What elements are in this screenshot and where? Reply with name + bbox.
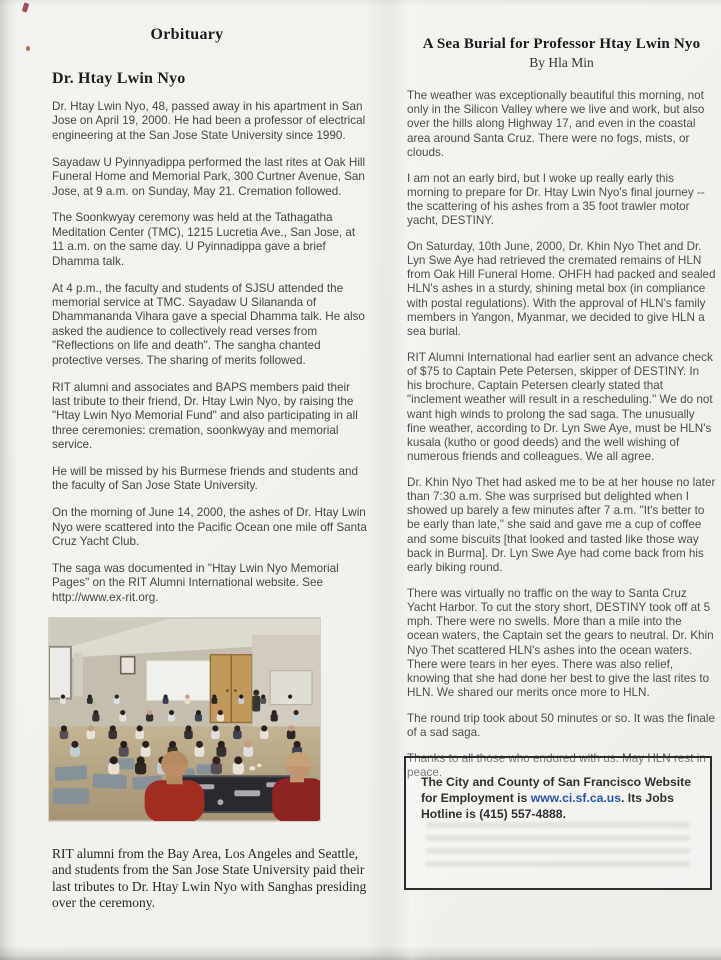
obituary-paragraph: At 4 p.m., the faculty and students of SJSU attended the memorial service at TMC. Sayadaw U Silananda of Dhammananda Vihara gave a special Dhamma talk. He also asked the audience to collectively read verses from "Reflections on life and death". The sangha chanted protective verses. The sharing of merits followed. — [52, 281, 365, 367]
sea-burial-paragraph: RIT Alumni International had earlier sent an advance check of $75 to Captain Pete Petersen, skipper of DESTINY. In his brochure, Captain Petersen clearly stated that "inclement weather will result in a rescheduling." We do not want high winds to prolong the sad saga. The unusually fine weather, according to Dr. Lyn Swe Aye, must be HLN's kusala (kutho or good deeds) and the well wishing of numerous friends and colleagues. We all agree. — [407, 350, 713, 464]
sea-burial-paragraph: Dr. Khin Nyo Thet had asked me to be at her house no later than 7:30 a.m. She was surprised but delighted when I showed up barely a few minutes after 7 a.m. "It's better to be early than late," she said and gave me a cup of coffee and some biscuits [that looked and tasted like those way back in Burma]. Dr. Lyn Swe Aye had come back from his early biking round. — [407, 475, 716, 575]
obituary-paragraph: The saga was documented in "Htay Lwin Nyo Memorial Pages" on the RIT Alumni International website. See http://www.ex-rit.org. — [52, 562, 339, 604]
pen-mark-icon — [22, 2, 30, 12]
memorial-photo — [49, 618, 320, 821]
obituary-paragraph: Dr. Htay Lwin Nyo, 48, passed away in his apartment in San Jose on April 19, 2000. He had been a professor of electrical engineering at the San Jose State University since 1990. — [52, 100, 366, 142]
sea-burial-paragraph: The round trip took about 50 minutes or so. It was the finale of a sad saga. — [407, 711, 715, 740]
byline: By Hla Min — [529, 55, 594, 70]
obituary-paragraph: On the morning of June 14, 2000, the ashes of Dr. Htay Lwin Nyo were scattered into the Pacific Ocean one mile off Santa Cruz Yacht Club. — [52, 506, 367, 549]
sea-burial-title: A Sea Burial for Professor Htay Lwin Nyo — [422, 36, 701, 52]
sea-burial-paragraph: On Saturday, 10th June, 2000, Dr. Khin Nyo Thet and Dr. Lyn Swe Aye had retrieved the cremated remains of HLN from Oak Hill Funeral Home. OHFH had packed and sealed HLN's ashes in a sturdy, shining metal box (in compliance with postal regulations). With the approval of HLN's family members in Yangon, Myanmar, we decided to give HLN a sea burial. — [407, 239, 716, 339]
obituary-paragraph: He will be missed by his Burmese friends and students and the faculty of San Jose State University. — [52, 465, 358, 493]
pen-dot-icon — [26, 46, 30, 51]
section-title: Orbituary — [150, 26, 224, 43]
photo-caption: RIT alumni from the Bay Area, Los Angeles and Seattle, and students from the San Jose State University paid their last tributes to Dr. Htay Lwin Nyo with Sanghas presiding over the ceremony. — [52, 845, 367, 911]
obituary-paragraph: The Soonkwyay ceremony was held at the Tathagatha Meditation Center (TMC), 1215 Lucretia Ave., San Jose, at 11 a.m. on the same day. U Pyinnadippa gave a brief Dhamma talk. — [52, 211, 356, 268]
sea-burial-paragraph: I am not an early bird, but I woke up really early this morning to prepare for Dr. Htay Lwin Nyo's final journey -- the scattering of his ashes from a 35 foot trawler motor yacht, DESTINY. — [407, 171, 705, 228]
obituary-paragraph: Sayadaw U Pyinnyadippa performed the last rites at Oak Hill Funeral Home and Memorial Park, 300 Curtner Avenue, San Jose, at 9 a.m. on Sunday, May 21. Cremation followed. — [52, 155, 366, 198]
notice-text-before: The City and County of San Francisco Website for Employment is — [421, 775, 691, 805]
sea-burial-paragraph: The weather was exceptionally beautiful this morning, not only in the Silicon Valley where we live and work, but also over the hills along Highway 17, and even in the coastal area around Santa Cruz. There were no fogs, mists, or clouds. — [407, 89, 705, 159]
sea-burial-paragraph: Thanks to all those who endured with us. May HLN rest in peace. — [407, 751, 706, 780]
notice-text-after: . Its Jobs Hotline is (415) 557-4888. — [421, 790, 674, 821]
left-column — [52, 26, 368, 912]
jobs-notice-box — [404, 756, 712, 890]
obituary-paragraph: RIT alumni and associates and BAPS members paid their last tribute to their friend, Dr. Htay Lwin Nyo, by raising the "Htay Lwin Nyo Memorial Fund" and also participating in all three ceremonies: cremation, soonkwyay and memorial service. — [52, 380, 358, 452]
sea-burial-paragraph: There was virtually no traffic on the way to Santa Cruz Yacht Harbor. To cut the story short, DESTINY took off at 5 mph. There were no swells. More than a mile into the ocean waters, the Captain set the gears to neutral. Dr. Khin Nyo Thet scattered HLN's ashes into the ocean waters. There were tears in her eyes. There was also relief, knowing that she had done her best to give the last rites to HLN. We shared our merits once more to HLN. — [407, 586, 714, 700]
paper-bleed-through — [426, 822, 690, 874]
obituary-title: Dr. Htay Lwin Nyo — [52, 70, 186, 87]
sf-employment-url: www.ci.sf.ca.us — [530, 790, 622, 805]
right-column — [407, 36, 716, 792]
